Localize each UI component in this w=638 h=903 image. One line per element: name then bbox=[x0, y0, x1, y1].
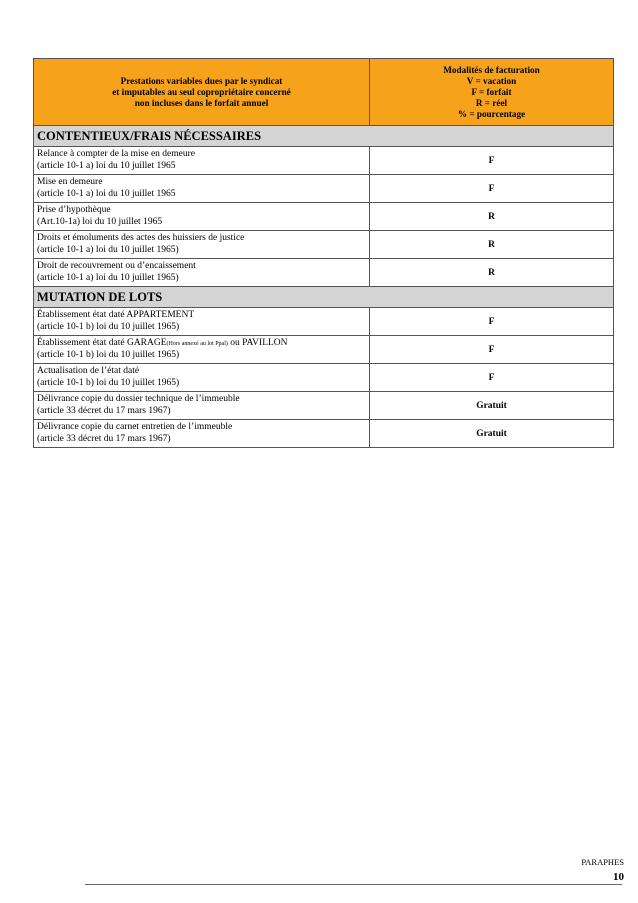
row-billing-mode: Gratuit bbox=[370, 420, 614, 448]
row-reference: (article 10-1 a) loi du 10 juillet 1965) bbox=[37, 244, 179, 255]
row-description bbox=[34, 175, 370, 203]
row-title: Droit de recouvrement ou d’encaissement bbox=[37, 261, 196, 271]
row-description bbox=[34, 420, 370, 448]
row-title-suffix: ou PAVILLON bbox=[227, 337, 288, 348]
row-title-note: (Hors annexé au lot Ppal) bbox=[166, 340, 228, 347]
table-row bbox=[34, 231, 614, 259]
row-description bbox=[34, 259, 370, 287]
row-reference: (article 33 décret du 17 mars 1967) bbox=[37, 405, 171, 416]
row-title-main: Établissement état daté GARAGE bbox=[37, 337, 167, 348]
fees-table bbox=[33, 58, 614, 448]
table-row bbox=[34, 336, 614, 364]
header-right-line: F = forfait bbox=[471, 86, 512, 97]
row-billing-mode: R bbox=[370, 203, 614, 231]
row-description bbox=[34, 364, 370, 392]
row-billing-mode: F bbox=[370, 175, 614, 203]
row-billing-mode: Gratuit bbox=[370, 392, 614, 420]
table-row bbox=[34, 175, 614, 203]
row-title: Prise d’hypothèque bbox=[37, 205, 111, 215]
row-title: Délivrance copie du carnet entretien de l’immeuble bbox=[37, 422, 233, 432]
table-row bbox=[34, 392, 614, 420]
paraphes-label: PARAPHES bbox=[581, 857, 624, 867]
page-number: 10 bbox=[613, 871, 624, 883]
header-right-line: R = réel bbox=[475, 97, 508, 108]
row-reference: (article 10-1 a) loi du 10 juillet 1965 bbox=[37, 188, 176, 199]
row-title: Mise en demeure bbox=[37, 177, 103, 187]
footer-divider bbox=[85, 884, 622, 885]
row-title: Établissement état daté APPARTEMENT bbox=[37, 310, 195, 320]
row-billing-mode: F bbox=[370, 147, 614, 175]
section-header-contentieux bbox=[34, 126, 614, 147]
header-right-line: V = vacation bbox=[466, 75, 517, 86]
row-reference: (Art.10-1a) loi du 10 juillet 1965 bbox=[37, 216, 163, 227]
row-title: Actualisation de l’état daté bbox=[37, 366, 140, 376]
row-billing-mode: F bbox=[370, 308, 614, 336]
row-description bbox=[34, 308, 370, 336]
row-description bbox=[34, 336, 370, 364]
row-reference: (article 10-1 a) loi du 10 juillet 1965 bbox=[37, 160, 176, 171]
row-description bbox=[34, 147, 370, 175]
header-left-line: non incluses dans le forfait annuel bbox=[134, 97, 269, 108]
table-row bbox=[34, 147, 614, 175]
header-left-line: et imputables au seul copropriétaire concerné bbox=[112, 86, 291, 97]
section-title: CONTENTIEUX/FRAIS NÉCESSAIRES bbox=[34, 126, 614, 147]
row-billing-mode: R bbox=[370, 259, 614, 287]
row-reference: (article 10-1 b) loi du 10 juillet 1965) bbox=[37, 350, 180, 360]
row-description bbox=[34, 392, 370, 420]
section-header-mutation bbox=[34, 287, 614, 308]
section-title: MUTATION DE LOTS bbox=[34, 287, 614, 308]
row-title: Droits et émoluments des actes des huissiers de justice bbox=[37, 233, 245, 243]
header-modalites-cell bbox=[370, 59, 614, 126]
row-reference: (article 10-1 a) loi du 10 juillet 1965) bbox=[37, 272, 179, 283]
row-title bbox=[37, 338, 366, 351]
row-reference: (article 33 décret du 17 mars 1967) bbox=[37, 433, 171, 444]
row-description bbox=[34, 231, 370, 259]
row-reference: (article 10-1 b) loi du 10 juillet 1965) bbox=[37, 321, 180, 332]
row-billing-mode: R bbox=[370, 231, 614, 259]
row-reference: (article 10-1 b) loi du 10 juillet 1965) bbox=[37, 377, 180, 388]
header-prestations-cell bbox=[34, 59, 370, 126]
row-billing-mode: F bbox=[370, 336, 614, 364]
table-row bbox=[34, 203, 614, 231]
table-header-row bbox=[34, 59, 614, 126]
table-row bbox=[34, 420, 614, 448]
table-row bbox=[34, 259, 614, 287]
row-title: Délivrance copie du dossier technique de l’immeuble bbox=[37, 394, 240, 404]
header-left-line: Prestations variables dues par le syndicat bbox=[120, 75, 283, 86]
row-billing-mode: F bbox=[370, 364, 614, 392]
row-description bbox=[34, 203, 370, 231]
table-row bbox=[34, 364, 614, 392]
row-title: Relance à compter de la mise en demeure bbox=[37, 149, 195, 159]
table-row bbox=[34, 308, 614, 336]
header-right-line: % = pourcentage bbox=[457, 108, 526, 119]
header-right-line: Modalités de facturation bbox=[443, 64, 540, 75]
